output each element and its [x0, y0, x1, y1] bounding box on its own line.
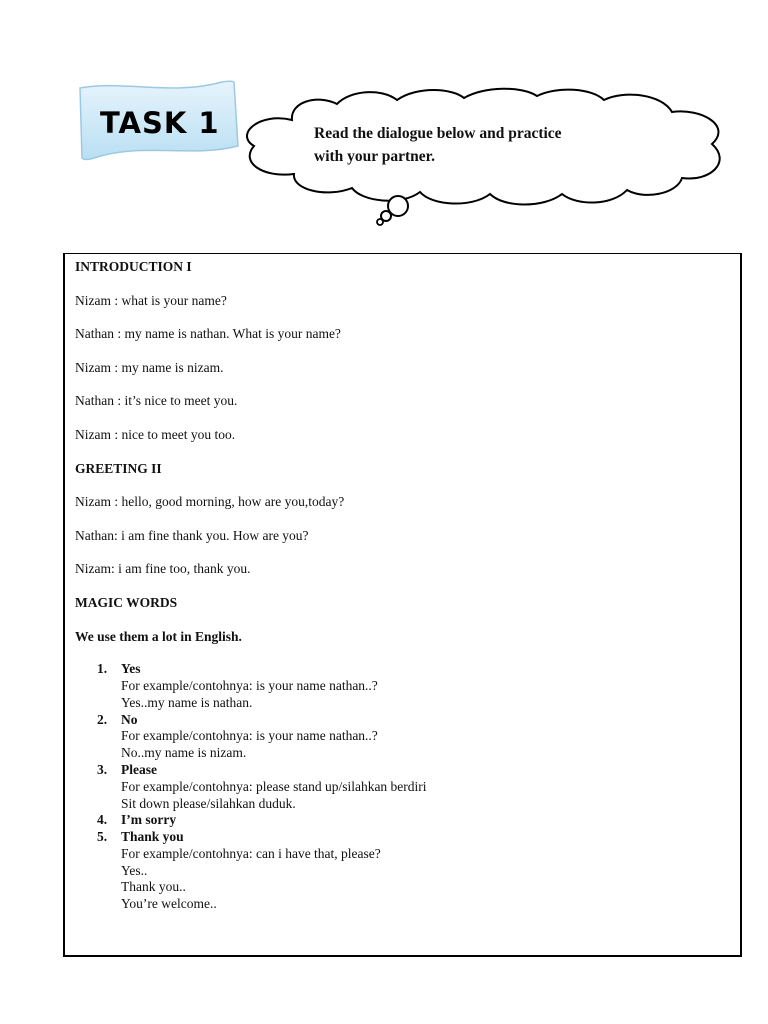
item-term: I’m sorry: [121, 812, 177, 828]
item-number: 5.: [97, 829, 108, 845]
section-heading-greeting: GREETING II: [75, 460, 162, 476]
task-banner: [72, 78, 247, 170]
magic-words-list: [75, 661, 730, 913]
dialogue-content: [75, 258, 730, 913]
dialogue-line: Nizam : hello, good morning, how are you,today?: [75, 494, 345, 510]
magic-words-subheading: We use them a lot in English.: [75, 628, 242, 644]
item-number: 1.: [97, 661, 108, 677]
item-example: Thank you..: [121, 879, 186, 895]
item-example: For example/contohnya: is your name nathan..?: [121, 677, 378, 693]
item-term: Please: [121, 761, 157, 777]
item-example: Sit down please/silahkan duduk.: [121, 795, 296, 811]
dialogue-line: Nizam : nice to meet you too.: [75, 426, 236, 442]
item-term: Thank you: [121, 829, 184, 845]
list-item: [75, 661, 730, 711]
thought-cloud: [232, 82, 738, 230]
dialogue-line: Nizam: i am fine too, thank you.: [75, 561, 251, 577]
section-heading-introduction: INTRODUCTION I: [75, 259, 192, 274]
list-item: [75, 812, 730, 829]
instruction-text: [314, 122, 634, 168]
item-example: You’re welcome..: [121, 896, 217, 912]
list-item: [75, 762, 730, 812]
dialogue-line: Nizam : my name is nizam.: [75, 359, 224, 375]
item-example: Yes..: [121, 862, 148, 878]
item-number: 3.: [97, 761, 108, 777]
item-term: No: [121, 711, 138, 727]
item-example: For example/contohnya: please stand up/silahkan berdiri: [121, 778, 427, 794]
instruction-line-2: with your partner.: [314, 148, 435, 165]
dialogue-line: Nathan : my name is nathan. What is your name?: [75, 326, 341, 342]
item-number: 2.: [97, 711, 108, 727]
item-term: Yes: [121, 661, 141, 677]
instruction-line-1: Read the dialogue below and practice: [314, 125, 562, 142]
item-number: 4.: [97, 812, 108, 828]
list-item: [75, 829, 730, 913]
section-heading-magic-words: MAGIC WORDS: [75, 594, 178, 610]
item-example: For example/contohnya: can i have that, please?: [121, 845, 381, 861]
dialogue-line: Nathan: i am fine thank you. How are you?: [75, 527, 309, 543]
list-item: [75, 712, 730, 762]
item-example: For example/contohnya: is your name nathan..?: [121, 728, 378, 744]
dialogue-line: Nizam : what is your name?: [75, 292, 227, 308]
dialogue-line: Nathan : it’s nice to meet you.: [75, 393, 238, 409]
item-example: No..my name is nizam.: [121, 745, 247, 761]
dialogue-box: [63, 253, 742, 957]
task-title: TASK 1: [100, 106, 220, 140]
item-example: Yes..my name is nathan.: [121, 694, 253, 710]
